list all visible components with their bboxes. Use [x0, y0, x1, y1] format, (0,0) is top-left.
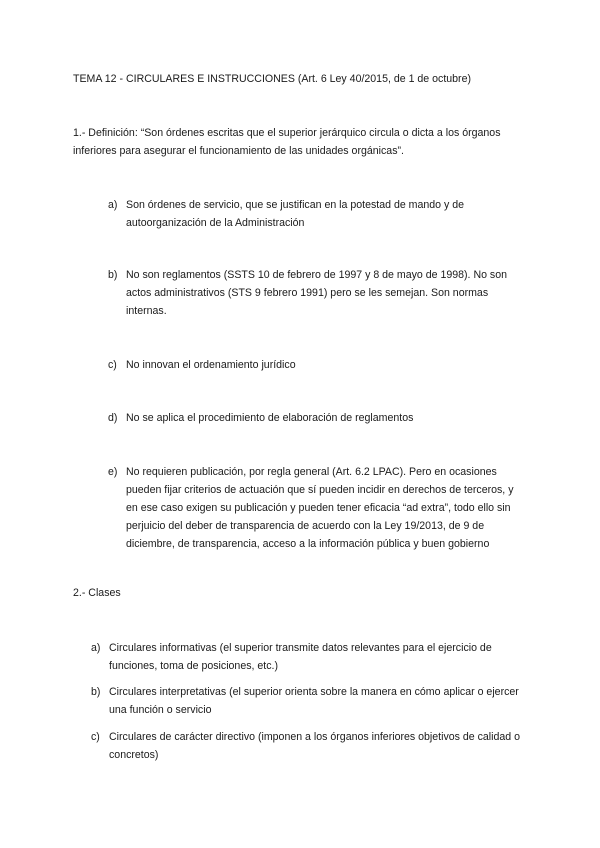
list-marker: d) — [108, 412, 118, 424]
list-marker: b) — [91, 686, 101, 698]
list-item-text: Circulares interpretativas (el superior orienta sobre la manera en cómo aplicar o ejercer una función o servicio — [109, 686, 519, 716]
document-title: TEMA 12 - CIRCULARES E INSTRUCCIONES (Art. 6 Ley 40/2015, de 1 de octubre) — [73, 73, 472, 85]
list-item — [108, 409, 528, 427]
list-item-text: No son reglamentos (SSTS 10 de febrero de 1997 y 8 de mayo de 1998). No son actos administrativos (STS 9 febrero 1991) pero se les semejan. Son normas internas. — [126, 269, 508, 317]
list-item-text: Circulares de carácter directivo (imponen a los órganos inferiores objetivos de calidad o concretos) — [109, 731, 521, 761]
list-marker: c) — [91, 731, 100, 743]
list-marker: a) — [91, 642, 101, 654]
list-item — [108, 266, 528, 320]
list-item-text: No requieren publicación, por regla general (Art. 6.2 LPAC). Pero en ocasiones pueden fijar criterios de actuación que sí pueden incidir en derechos de terceros, y en ese caso exigen su publicación y pueden tener eficacia “ad extra”, todo ello sin perjuicio del deber de transparencia de acuerdo con la Ley 19/2013, de 9 de diciembre, de transparencia, acceso a la información pública y buen gobierno — [126, 466, 514, 550]
list-marker: b) — [108, 269, 118, 281]
list-item-text: Circulares informativas (el superior transmite datos relevantes para el ejercicio de funciones, toma de posiciones, etc.) — [109, 642, 492, 672]
definition-paragraph: 1.- Definición: “Son órdenes escritas que el superior jerárquico circula o dicta a los órganos inferiores para asegurar el funcionamiento de las unidades orgánicas”. — [73, 127, 501, 157]
list-item — [108, 356, 528, 374]
list-item — [91, 728, 531, 764]
list-item — [108, 196, 528, 232]
list-item-text: No se aplica el procedimiento de elaboración de reglamentos — [126, 412, 414, 424]
list-item — [91, 639, 531, 675]
list-item-text: No innovan el ordenamiento jurídico — [126, 359, 296, 371]
list-item-text: Son órdenes de servicio, que se justifican en la potestad de mando y de autoorganización de la Administración — [126, 199, 465, 229]
list-marker: c) — [108, 359, 117, 371]
list-item — [108, 463, 528, 553]
section-heading: 2.- Clases — [73, 587, 121, 599]
list-item — [91, 683, 531, 719]
list-marker: a) — [108, 199, 118, 211]
list-marker: e) — [108, 466, 118, 478]
